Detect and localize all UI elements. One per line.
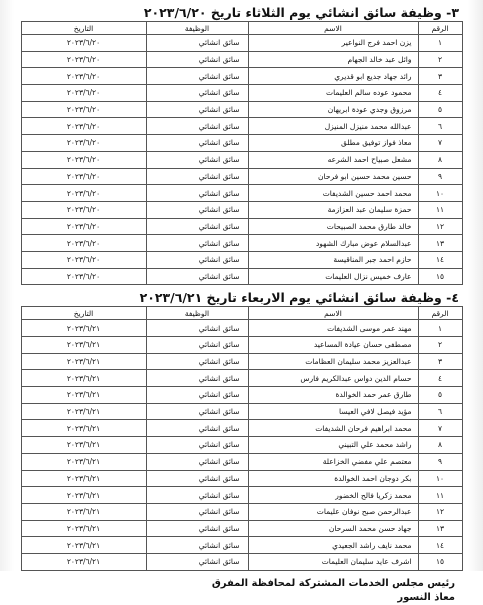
row-job: سائق انشائي	[146, 337, 248, 354]
row-name: حازم احمد جبر المناقيسة	[248, 251, 418, 268]
row-name: يزن احمد فرج النواعير	[248, 35, 418, 52]
table-row	[21, 353, 462, 370]
row-name: محمد احمد حسين الشديفات	[248, 185, 418, 202]
row-job: سائق انشائي	[146, 68, 248, 85]
candidates-table-wednesday	[21, 306, 463, 570]
table-row	[21, 51, 462, 68]
table-row	[21, 268, 462, 285]
table-row	[21, 387, 462, 404]
row-date: ٢٠٢٣/٦/٢٠	[21, 185, 146, 202]
row-date: ٢٠٢٣/٦/٢١	[21, 503, 146, 520]
row-name: عبدالعزيز محمد سليمان العظامات	[248, 353, 418, 370]
row-name: حمزة سليمان عبد العزازمة	[248, 201, 418, 218]
row-date: ٢٠٢٣/٦/٢٠	[21, 268, 146, 285]
row-name: مشعل صبياح احمد الشرعه	[248, 151, 418, 168]
row-num: ٢	[418, 337, 462, 354]
row-num: ٥	[418, 387, 462, 404]
row-name: معتصم علي مفضي الخزاعلة	[248, 453, 418, 470]
row-num: ١٥	[418, 553, 462, 570]
row-num: ٨	[418, 437, 462, 454]
row-job: سائق انشائي	[146, 420, 248, 437]
table-row	[21, 101, 462, 118]
table-row	[21, 68, 462, 85]
row-job: سائق انشائي	[146, 118, 248, 135]
row-job: سائق انشائي	[146, 168, 248, 185]
row-name: راشد محمد علي التبيني	[248, 437, 418, 454]
row-num: ١	[418, 35, 462, 52]
table-row	[21, 453, 462, 470]
row-name: جهاد حسن محمد السرحان	[248, 520, 418, 537]
row-num: ٢	[418, 51, 462, 68]
row-name: محمد نايف راشد الجعيدي	[248, 537, 418, 554]
table-row	[21, 487, 462, 504]
row-job: سائق انشائي	[146, 387, 248, 404]
row-name: خالد طارق محمد الصبيحات	[248, 218, 418, 235]
row-job: سائق انشائي	[146, 185, 248, 202]
table-row	[21, 420, 462, 437]
table-row	[21, 85, 462, 102]
row-num: ١	[418, 320, 462, 337]
row-name: مؤيد فيصل لافي العيسا	[248, 403, 418, 420]
row-job: سائق انشائي	[146, 553, 248, 570]
row-date: ٢٠٢٣/٦/٢٠	[21, 51, 146, 68]
table-row	[21, 185, 462, 202]
row-name: مهند عمر موسى الشديفات	[248, 320, 418, 337]
row-date: ٢٠٢٣/٦/٢٠	[21, 201, 146, 218]
row-num: ٦	[418, 118, 462, 135]
header-num: الرقم	[418, 22, 462, 35]
row-date: ٢٠٢٣/٦/٢١	[21, 470, 146, 487]
row-name: بكر دوجان احمد الخوالدة	[248, 470, 418, 487]
candidates-table-tuesday	[21, 21, 463, 285]
row-num: ٥	[418, 101, 462, 118]
row-num: ١٥	[418, 268, 462, 285]
table-row	[21, 437, 462, 454]
row-job: سائق انشائي	[146, 353, 248, 370]
row-num: ٤	[418, 370, 462, 387]
row-name: طارق عمر حمد الخوالدة	[248, 387, 418, 404]
row-job: سائق انشائي	[146, 370, 248, 387]
row-num: ٧	[418, 135, 462, 152]
table-row	[21, 520, 462, 537]
row-job: سائق انشائي	[146, 151, 248, 168]
row-job: سائق انشائي	[146, 487, 248, 504]
signatory-title: رئيس مجلس الخدمات المشتركة لمحافظة المفرق	[211, 577, 455, 589]
row-num: ٨	[418, 151, 462, 168]
table-header-row	[21, 22, 462, 35]
section-title: ٤- وظيفة سائق انشائي يوم الاربعاء تاريخ ٢٠٢٣/٦/٢١	[139, 290, 459, 306]
row-job: سائق انشائي	[146, 201, 248, 218]
table-row	[21, 503, 462, 520]
row-num: ١٣	[418, 235, 462, 252]
row-name: رائد جهاد جديع ابو قديري	[248, 68, 418, 85]
table-row	[21, 118, 462, 135]
section-title: ٣- وظيفة سائق انشائي يوم الثلاثاء تاريخ ٢٠٢٣/٦/٢٠	[143, 5, 459, 20]
row-date: ٢٠٢٣/٦/٢٠	[21, 101, 146, 118]
row-date: ٢٠٢٣/٦/٢١	[21, 453, 146, 470]
table-row	[21, 218, 462, 235]
row-num: ٣	[418, 353, 462, 370]
row-name: عارف خميس نزال العليمات	[248, 268, 418, 285]
row-job: سائق انشائي	[146, 268, 248, 285]
row-date: ٢٠٢٣/٦/٢١	[21, 420, 146, 437]
row-date: ٢٠٢٣/٦/٢٠	[21, 35, 146, 52]
header-name: الاسم	[248, 307, 418, 320]
row-date: ٢٠٢٣/٦/٢٠	[21, 68, 146, 85]
table-row	[21, 35, 462, 52]
row-num: ٦	[418, 403, 462, 420]
table-row	[21, 135, 462, 152]
row-date: ٢٠٢٣/٦/٢٠	[21, 85, 146, 102]
row-name: محمد زكريا فالح الخضور	[248, 487, 418, 504]
row-date: ٢٠٢٣/٦/٢٠	[21, 118, 146, 135]
row-name: حسام الدين دواس عبدالكريم فارس	[248, 370, 418, 387]
table-row	[21, 201, 462, 218]
row-job: سائق انشائي	[146, 403, 248, 420]
row-date: ٢٠٢٣/٦/٢١	[21, 537, 146, 554]
row-num: ١٢	[418, 218, 462, 235]
row-job: سائق انشائي	[146, 503, 248, 520]
row-num: ١١	[418, 201, 462, 218]
table-row	[21, 320, 462, 337]
row-date: ٢٠٢٣/٦/٢٠	[21, 251, 146, 268]
row-name: عبدالسلام عوض مبارك الشهود	[248, 235, 418, 252]
row-date: ٢٠٢٣/٦/٢٠	[21, 135, 146, 152]
row-num: ٧	[418, 420, 462, 437]
row-num: ١٤	[418, 537, 462, 554]
signature-block	[20, 577, 463, 605]
row-job: سائق انشائي	[146, 537, 248, 554]
row-name: حسين محمد حسين ابو فرحان	[248, 168, 418, 185]
header-name: الاسم	[248, 22, 418, 35]
row-num: ١٠	[418, 185, 462, 202]
row-date: ٢٠٢٣/٦/٢١	[21, 320, 146, 337]
table-row	[21, 251, 462, 268]
row-job: سائق انشائي	[146, 320, 248, 337]
row-name: اشرف عايد سليمان العليمات	[248, 553, 418, 570]
row-name: مرزوق وجدي عودة ابريهان	[248, 101, 418, 118]
row-date: ٢٠٢٣/٦/٢٠	[21, 151, 146, 168]
row-date: ٢٠٢٣/٦/٢١	[21, 337, 146, 354]
row-job: سائق انشائي	[146, 51, 248, 68]
row-name: مصطفى حسان عيادة المساعيد	[248, 337, 418, 354]
row-num: ١٤	[418, 251, 462, 268]
signatory-name: معاذ النسور	[397, 591, 455, 603]
row-num: ٩	[418, 168, 462, 185]
row-job: سائق انشائي	[146, 251, 248, 268]
row-job: سائق انشائي	[146, 470, 248, 487]
table-row	[21, 151, 462, 168]
row-num: ١٣	[418, 520, 462, 537]
header-date: التاريخ	[21, 307, 146, 320]
row-name: عبدالرحمن صبح نوفان عليمات	[248, 503, 418, 520]
row-date: ٢٠٢٣/٦/٢١	[21, 487, 146, 504]
row-name: معاذ فواز توفيق مطلق	[248, 135, 418, 152]
table-row	[21, 168, 462, 185]
row-job: سائق انشائي	[146, 135, 248, 152]
row-job: سائق انشائي	[146, 85, 248, 102]
row-date: ٢٠٢٣/٦/٢١	[21, 403, 146, 420]
table-header-row	[21, 307, 462, 320]
row-job: سائق انشائي	[146, 101, 248, 118]
header-date: التاريخ	[21, 22, 146, 35]
row-job: سائق انشائي	[146, 218, 248, 235]
row-date: ٢٠٢٣/٦/٢١	[21, 370, 146, 387]
table-row	[21, 553, 462, 570]
row-date: ٢٠٢٣/٦/٢٠	[21, 235, 146, 252]
row-job: سائق انشائي	[146, 520, 248, 537]
row-name: محمد ابراهيم فرحان الشديفات	[248, 420, 418, 437]
row-name: عبدالله محمد منيزل المنيزل	[248, 118, 418, 135]
row-date: ٢٠٢٣/٦/٢٠	[21, 168, 146, 185]
row-num: ١٠	[418, 470, 462, 487]
row-date: ٢٠٢٣/٦/٢١	[21, 553, 146, 570]
row-num: ٩	[418, 453, 462, 470]
table-row	[21, 337, 462, 354]
table-row	[21, 235, 462, 252]
table-row	[21, 370, 462, 387]
table-row	[21, 537, 462, 554]
row-date: ٢٠٢٣/٦/٢١	[21, 437, 146, 454]
row-job: سائق انشائي	[146, 453, 248, 470]
row-num: ٤	[418, 85, 462, 102]
table-row	[21, 470, 462, 487]
row-date: ٢٠٢٣/٦/٢١	[21, 520, 146, 537]
row-name: وائل عبد خالد الجهام	[248, 51, 418, 68]
row-num: ٣	[418, 68, 462, 85]
row-num: ١١	[418, 487, 462, 504]
header-job: الوظيفة	[146, 307, 248, 320]
header-num: الرقم	[418, 307, 462, 320]
row-num: ١٢	[418, 503, 462, 520]
row-date: ٢٠٢٣/٦/٢٠	[21, 218, 146, 235]
row-name: محمود عوده سالم العليمات	[248, 85, 418, 102]
row-date: ٢٠٢٣/٦/٢١	[21, 387, 146, 404]
table-row	[21, 403, 462, 420]
row-job: سائق انشائي	[146, 35, 248, 52]
header-job: الوظيفة	[146, 22, 248, 35]
row-date: ٢٠٢٣/٦/٢١	[21, 353, 146, 370]
row-job: سائق انشائي	[146, 235, 248, 252]
row-job: سائق انشائي	[146, 437, 248, 454]
